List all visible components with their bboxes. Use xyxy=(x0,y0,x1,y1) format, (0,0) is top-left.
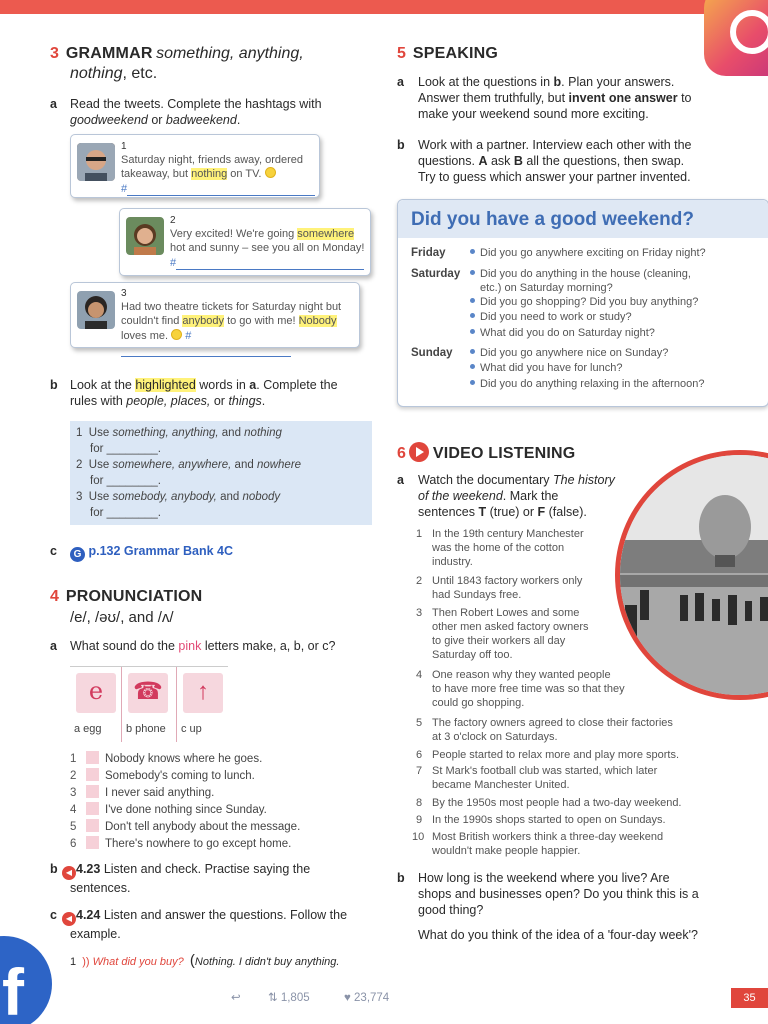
text: T xyxy=(478,505,487,519)
example-question: What did you buy? xyxy=(92,956,184,968)
sentence-number: 8 xyxy=(416,797,423,809)
instruction-line: Read the tweets. Complete the hashtags with xyxy=(70,97,322,111)
weekend-questions-box xyxy=(397,199,768,407)
question-text: Did you go anywhere exciting on Friday night? xyxy=(480,247,706,259)
tweet-number: 1 xyxy=(121,141,127,152)
pronunciation-item xyxy=(70,785,214,801)
track-number: 4.23 xyxy=(76,862,101,876)
egg-glyph: e xyxy=(88,677,104,705)
sentence-text: had Sundays free. xyxy=(432,589,522,602)
question-text: Did you need to work or study? xyxy=(480,311,632,323)
reply-icon[interactable]: ↩ xyxy=(231,992,241,1004)
pronunciation-item xyxy=(70,836,291,852)
day-label: Saturday xyxy=(411,268,461,280)
section-number: 3 xyxy=(50,45,59,62)
pronunciation-item xyxy=(70,768,255,784)
top-color-bar xyxy=(0,0,768,14)
text: words in xyxy=(195,378,250,392)
tweet-number: 3 xyxy=(121,288,127,299)
sentence-text: In the 19th century Manchester xyxy=(432,528,584,540)
avatar xyxy=(77,291,115,329)
sentence-text: Until 1843 factory workers only xyxy=(432,575,583,587)
sentence-text: at 3 o'clock on Saturdays. xyxy=(432,731,558,744)
sentence-text: to give their workers all day xyxy=(432,635,566,648)
day-label: Friday xyxy=(411,247,446,259)
exercise-label: a xyxy=(50,97,57,111)
answer-blank[interactable] xyxy=(121,356,291,357)
video-sentence xyxy=(416,527,584,569)
sentence-text: St Mark's football club was started, which later xyxy=(432,765,658,777)
text: . xyxy=(261,394,266,408)
like-value: 23,774 xyxy=(354,992,390,1004)
section-subtitle-3: , etc. xyxy=(122,65,158,82)
exercise-label: b xyxy=(397,871,405,885)
pronunciation-item xyxy=(70,802,267,818)
retweet-count[interactable] xyxy=(268,991,310,1006)
text: shops and businesses open? Do you think this is a xyxy=(418,887,699,901)
exercise-label: b xyxy=(50,378,58,392)
video-sentence xyxy=(416,668,625,710)
tweet-text: Very excited! We're going xyxy=(170,228,298,240)
avatar xyxy=(77,143,115,181)
section-number: 4 xyxy=(50,588,59,605)
example-dialogue: 1 )) What did you buy? (Nothing. I didn't buy anything. xyxy=(70,952,340,969)
answer-box[interactable] xyxy=(86,802,99,815)
text: to xyxy=(677,91,692,105)
sentence-text: The factory owners agreed to close their factories xyxy=(432,717,673,729)
text: Look at the questions in xyxy=(418,75,554,89)
answer-box[interactable] xyxy=(86,836,99,849)
question-text: etc.) on Saturday morning? xyxy=(480,282,613,295)
exercise-label: c xyxy=(50,908,57,922)
sentence-text: could go shopping. xyxy=(432,697,525,710)
text: Use xyxy=(88,491,113,503)
sentence-number: 2 xyxy=(416,575,423,587)
item-number: 2 xyxy=(70,770,77,782)
grammar-rules-box xyxy=(70,421,372,525)
exercise-instruction xyxy=(418,472,638,520)
hashtag: # xyxy=(121,182,128,195)
text: (true) or xyxy=(486,505,538,519)
sentence-number: 5 xyxy=(416,717,423,729)
grammar-bank-text[interactable]: p.132 Grammar Bank 4C xyxy=(88,544,233,558)
heart-icon: ♥ xyxy=(344,992,351,1004)
question xyxy=(470,377,704,391)
item-number: 3 xyxy=(70,787,77,799)
rule-blank[interactable]: for ________. xyxy=(90,474,161,487)
question-text: What did you have for lunch? xyxy=(480,362,623,374)
rule-number: 1 xyxy=(76,427,83,439)
text: nothing xyxy=(244,427,282,439)
text: Answer them truthfully, but xyxy=(418,91,569,105)
question xyxy=(470,246,706,260)
section-number: 5 xyxy=(397,45,406,62)
answer-blank[interactable] xyxy=(127,195,315,196)
text: Work with a partner. Interview each other with the xyxy=(418,138,692,152)
answer-blank[interactable] xyxy=(176,269,364,270)
item-number: 6 xyxy=(70,838,77,850)
text: or xyxy=(210,394,229,408)
item-number: 1 xyxy=(70,956,77,968)
sentence-text: became Manchester United. xyxy=(432,779,570,792)
bullet-icon xyxy=(470,349,475,354)
facebook-logo-icon: f xyxy=(0,936,52,1024)
sound-caption: b phone xyxy=(126,723,166,735)
sentence-number: 10 xyxy=(412,831,425,843)
sound-cell xyxy=(70,667,122,742)
text: Listen and answer the questions. Follow the xyxy=(100,908,348,922)
sentence-text: Most British workers think a three-day weekend xyxy=(432,831,664,843)
text: good thing? xyxy=(418,903,484,917)
sentence-number: 1 xyxy=(416,528,423,540)
text: of the weekend xyxy=(418,489,503,503)
bullet-icon xyxy=(470,298,475,303)
exercise-instruction xyxy=(70,638,335,654)
sentence-text: Saturday off too. xyxy=(432,649,513,662)
text: . Complete the xyxy=(256,378,338,392)
hashtag-option: goodweekend xyxy=(70,113,148,127)
section-number: 6 xyxy=(397,445,406,462)
hashtag: # xyxy=(170,256,177,269)
video-sentence xyxy=(416,796,682,810)
text: and xyxy=(218,427,245,439)
sentence-number: 7 xyxy=(416,765,423,777)
text: people, places, xyxy=(126,394,211,408)
video-sentence xyxy=(412,830,663,858)
item-text: I never said anything. xyxy=(105,787,215,799)
answer-box[interactable] xyxy=(86,819,99,832)
highlighted-word: anybody xyxy=(182,315,225,328)
sentence-number: 3 xyxy=(416,607,423,619)
box-title: Did you have a good weekend? xyxy=(411,209,694,230)
retweet-icon: ⇅ xyxy=(268,992,278,1004)
text: all the questions, then swap. xyxy=(522,154,685,168)
play-video-icon[interactable] xyxy=(409,442,429,462)
text: make your weekend sound more exciting. xyxy=(418,107,649,121)
bullet-icon xyxy=(470,313,475,318)
tweet-number: 2 xyxy=(170,215,176,226)
exercise-instruction xyxy=(418,74,748,122)
question xyxy=(470,310,632,324)
question xyxy=(470,346,668,360)
question-text: Did you go anywhere nice on Sunday? xyxy=(480,347,669,359)
like-count[interactable] xyxy=(344,991,389,1006)
pronunciation-item xyxy=(70,819,300,835)
listen-instruction xyxy=(62,907,377,942)
question xyxy=(470,326,655,340)
text: Try to guess which answer your partner invented. xyxy=(418,170,691,184)
sound-caption: a egg xyxy=(74,723,102,735)
sentence-text: People started to relax more and play more sports. xyxy=(432,749,680,761)
item-number: 4 xyxy=(70,804,77,816)
arrow-glyph: ↑ xyxy=(197,678,209,705)
text: example. xyxy=(70,927,121,941)
phone-icon xyxy=(128,673,168,713)
sentence-text: to have more free time was so that they xyxy=(432,683,625,696)
exercise-label: c xyxy=(50,544,57,558)
bullet-icon xyxy=(470,249,475,254)
section-title: VIDEO LISTENING xyxy=(432,445,576,462)
rule-number: 3 xyxy=(76,491,83,503)
item-text: Nobody knows where he goes. xyxy=(105,753,263,765)
avatar xyxy=(126,217,164,255)
tweet-text: couldn't find xyxy=(121,315,183,328)
question-text: What did you do on Saturday night? xyxy=(480,327,655,339)
text: A xyxy=(478,154,488,168)
tweet-card xyxy=(70,134,320,198)
highlighted-word: nothing xyxy=(191,168,228,181)
audio-play-icon[interactable]: ◀ xyxy=(62,912,76,926)
question xyxy=(470,295,698,309)
video-sentence xyxy=(416,813,666,827)
track-number: 4.24 xyxy=(76,908,101,922)
text: What sound do the xyxy=(70,639,179,653)
text: . Mark the xyxy=(502,489,559,503)
text: The history xyxy=(553,473,615,487)
question-text: Did you do anything in the house (cleaning, xyxy=(480,268,691,280)
item-number: 5 xyxy=(70,821,77,833)
tweet-text: loves me. xyxy=(121,329,169,342)
text: ask xyxy=(487,154,514,168)
rule-item xyxy=(76,458,301,489)
video-sentence xyxy=(416,716,673,744)
sad-face-icon xyxy=(265,167,276,178)
tweet-text: Saturday night, friends away, ordered xyxy=(121,154,304,166)
item-text: I've done nothing since Sunday. xyxy=(105,804,267,816)
bullet-icon xyxy=(470,380,475,385)
day-label: Sunday xyxy=(411,347,453,359)
text: B xyxy=(513,154,523,168)
highlighted-word: somewhere xyxy=(297,228,355,240)
exercise-label: a xyxy=(397,473,404,487)
connector: or xyxy=(147,113,166,127)
text: Use xyxy=(88,459,113,471)
grammar-bank-link[interactable] xyxy=(70,543,233,562)
rule-blank[interactable]: for ________. xyxy=(90,506,161,519)
text: . Plan your answers. xyxy=(561,75,675,89)
sentence-text: was the home of the cotton xyxy=(432,542,565,555)
sentence-text: wouldn't make people happier. xyxy=(432,845,581,858)
text: somebody, anybody, xyxy=(112,491,217,503)
section-title: SPEAKING xyxy=(412,45,499,62)
answer-box[interactable] xyxy=(86,751,99,764)
question-text: Did you do anything relaxing in the afternoon? xyxy=(480,378,705,390)
hashtag: # xyxy=(185,329,192,342)
video-sentence xyxy=(416,606,589,662)
text: pink xyxy=(178,639,202,653)
text: things xyxy=(228,394,262,408)
sound-caption: c up xyxy=(181,723,202,735)
sentence-number: 6 xyxy=(416,749,423,761)
sentence-text: Then Robert Lowes and some xyxy=(432,607,580,619)
up-arrow-icon xyxy=(183,673,223,713)
instagram-logo-icon xyxy=(704,0,768,76)
video-sentence xyxy=(416,748,679,762)
speaking-heading xyxy=(397,44,498,64)
text: rules with xyxy=(70,394,127,408)
video-sentence xyxy=(416,764,657,792)
item-text: There's nowhere to go except home. xyxy=(105,838,292,850)
exercise-label: a xyxy=(397,75,404,89)
answer-box[interactable] xyxy=(86,768,99,781)
bullet-icon xyxy=(470,329,475,334)
tweet-text: on TV. xyxy=(227,168,262,181)
sentence-number: 9 xyxy=(416,814,423,826)
page-number: 35 xyxy=(731,988,768,1008)
exercise-instruction xyxy=(418,137,748,185)
answer-box[interactable] xyxy=(86,785,99,798)
text: nowhere xyxy=(256,459,302,471)
text: Look at the xyxy=(70,378,136,392)
sound-cell xyxy=(122,667,177,742)
text: sentences. xyxy=(70,881,131,895)
item-text: Somebody's coming to lunch. xyxy=(105,770,255,782)
rule-item xyxy=(76,426,282,457)
example-answer: Nothing. I didn't buy anything. xyxy=(194,956,340,968)
video-listening-heading xyxy=(397,442,575,464)
exercise-label: b xyxy=(50,862,58,876)
retweet-value: 1,805 xyxy=(280,992,310,1004)
text: (false). xyxy=(545,505,587,519)
text: Use xyxy=(88,427,113,439)
text: nobody xyxy=(242,491,281,503)
tweet-text: to go with me! xyxy=(224,315,299,328)
text: Watch the documentary xyxy=(418,473,554,487)
rule-number: 2 xyxy=(76,459,83,471)
question xyxy=(470,361,622,375)
text: letters make, a, b, or c? xyxy=(201,639,336,653)
highlighted-word: Nobody xyxy=(298,315,337,328)
exercise-label: b xyxy=(397,138,405,152)
speaker-icon: )) xyxy=(82,956,90,968)
sentence-text: industry. xyxy=(432,556,473,569)
question-text: Did you go shopping? Did you buy anything? xyxy=(480,296,699,308)
sentence-text: other men asked factory owners xyxy=(432,621,589,634)
period: . xyxy=(236,113,241,127)
text: What do you think of the idea of a 'four-day week'? xyxy=(418,928,698,942)
text: F xyxy=(537,505,546,519)
audio-play-icon[interactable]: ◀ xyxy=(62,866,76,880)
section-subtitle-2: nothing xyxy=(70,65,123,82)
sentence-number: 4 xyxy=(416,669,423,681)
sound-pictures-table xyxy=(70,666,228,741)
egg-icon xyxy=(76,673,116,713)
text: a xyxy=(249,378,257,392)
bullet-icon xyxy=(470,364,475,369)
discussion-questions xyxy=(418,870,748,943)
text: Listen and check. Practise saying the xyxy=(100,862,311,876)
text: b xyxy=(553,75,562,89)
item-text: Don't tell anybody about the message. xyxy=(105,821,301,833)
text: and xyxy=(216,491,243,503)
text: sentences xyxy=(418,505,479,519)
sentence-text: By the 1950s most people had a two-day weekend. xyxy=(432,797,682,809)
grammar-bank-icon: G xyxy=(70,547,85,562)
bullet-icon xyxy=(470,270,475,275)
text: and xyxy=(231,459,257,471)
section-subtitle: something, anything, xyxy=(156,45,304,62)
text: How long is the weekend where you live? Are xyxy=(418,871,670,885)
tweet-card xyxy=(119,208,371,276)
tweet-card xyxy=(70,282,360,348)
text: somewhere, anywhere, xyxy=(112,459,232,471)
sentence-text: In the 1990s shops started to open on Sundays. xyxy=(432,814,666,826)
text: invent one answer xyxy=(568,91,678,105)
pronunciation-heading xyxy=(50,587,202,607)
exercise-instruction xyxy=(70,377,375,409)
grammar-heading xyxy=(50,44,380,64)
sad-face-icon xyxy=(171,329,182,340)
highlighted-word: highlighted xyxy=(135,378,196,392)
rule-blank[interactable]: for ________. xyxy=(90,442,161,455)
pronunciation-item xyxy=(70,751,262,767)
exercise-label: a xyxy=(50,639,57,653)
section-title: PRONUNCIATION xyxy=(65,588,203,605)
hashtag-option: badweekend xyxy=(165,113,237,127)
text: something, anything, xyxy=(112,427,219,439)
item-number: 1 xyxy=(70,753,77,765)
phone-glyph: ☎ xyxy=(133,678,163,705)
sentence-text: One reason why they wanted people xyxy=(432,669,611,681)
video-sentence xyxy=(416,574,582,602)
phonetic-sounds: /e/, /əʊ/, and /ʌ/ xyxy=(70,609,174,626)
section-title: GRAMMAR xyxy=(65,45,153,62)
exercise-instruction xyxy=(70,96,370,128)
text: questions. xyxy=(418,154,479,168)
tweet-text: hot and sunny – see you all on Monday! xyxy=(170,242,365,255)
tweet-text: takeaway, but xyxy=(121,168,192,181)
rule-item xyxy=(76,490,280,521)
tweet-text: Had two theatre tickets for Saturday night but xyxy=(121,301,342,313)
sound-cell xyxy=(177,667,228,742)
listen-instruction xyxy=(62,861,372,896)
question xyxy=(470,267,691,295)
